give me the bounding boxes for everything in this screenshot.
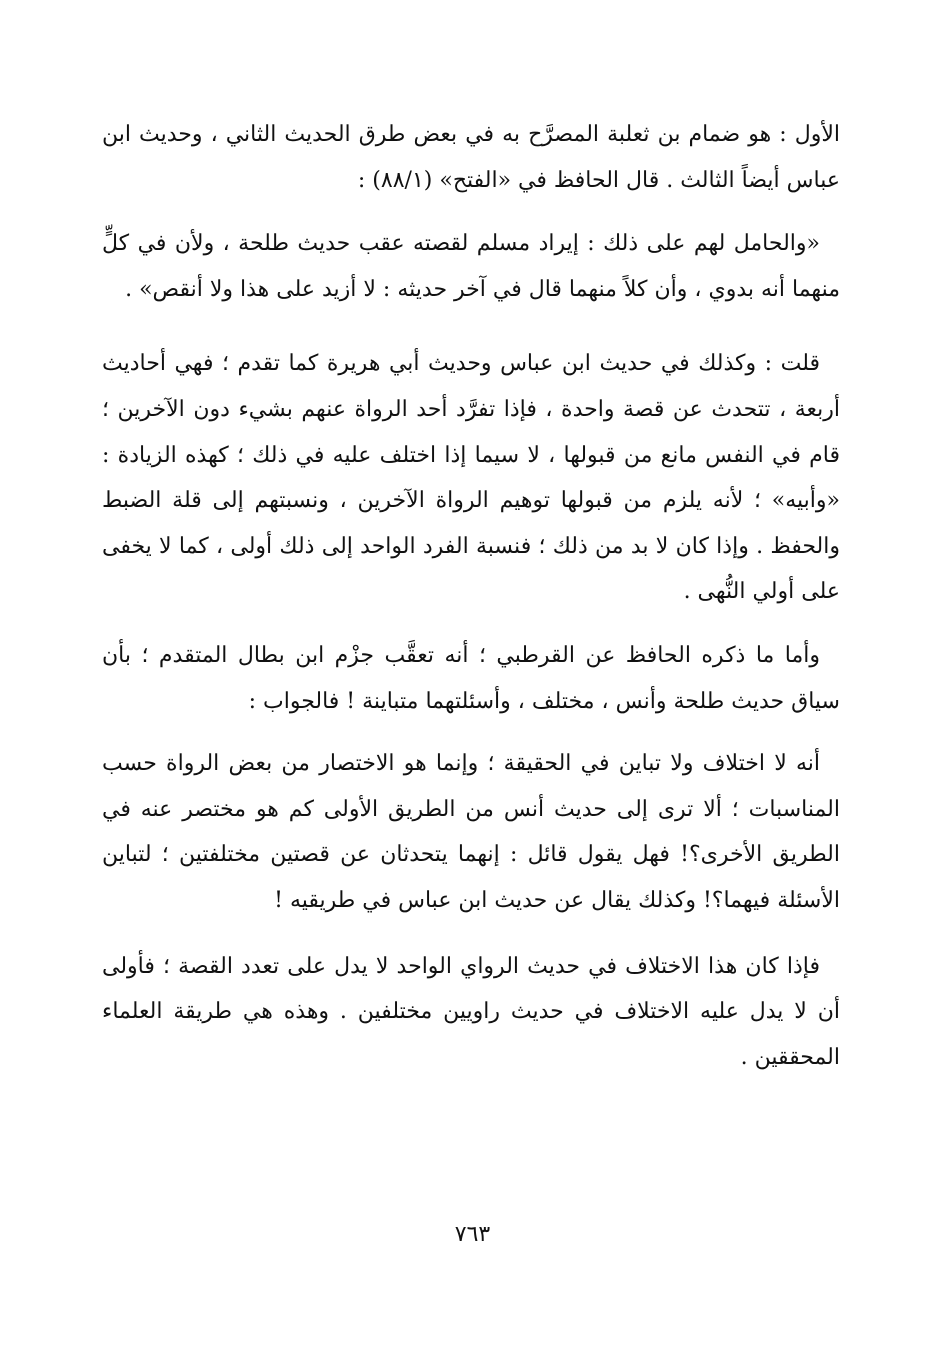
paragraph-first-narrator: الأول : هو ضمام بن ثعلبة المصرَّح به في بعض طرق الحديث الثاني ، وحديث ابن عباس أيضاً الثالث . قال الحافظ في «الفتح» (٨٨/١) : [102,122,840,193]
paragraph-fath-quote: «والحامل لهم على ذلك : إيراد مسلم لقصته عقب حديث طلحة ، ولأن في كلٍّ منهما أنه بدوي ، وأن كلاً منهما قال في آخر حديثه : لا أزيد على هذا ولا أنقص» . [102,231,840,302]
paragraph-answer: أنه لا اختلاف ولا تباين في الحقيقة ؛ وإنما هو الاختصار من بعض الرواة حسب المناسبات ؛ ألا ترى إلى حديث أنس من الطريق الأولى كم هو مختصر عنه في الطريق الأخرى؟! فهل يقول قائل : إنهما يتحدثان عن قصتين مختلفتين ؛ لتباين الأسئلة فيهما؟! وكذلك يقال عن حديث ابن عباس في طريقيه ! [102,751,840,913]
paragraph-conclusion: فإذا كان هذا الاختلاف في حديث الرواي الواحد لا يدل على تعدد القصة ؛ فأولى أن لا يدل عليه الاختلاف في حديث راويين مختلفين . وهذه هي طريقة العلماء المحققين . [102,953,840,1070]
paragraph-qurtubi-objection: وأما ما ذكره الحافظ عن القرطبي ؛ أنه تعقَّب جزْم ابن بطال المتقدم ؛ بأن سياق حديث طلحة وأنس ، مختلف ، وأسئلتهما متباينة ! فالجواب : [102,642,840,714]
paragraph-four-hadiths: قلت : وكذلك في حديث ابن عباس وحديث أبي هريرة كما تقدم ؛ فهي أحاديث أربعة ، تتحدث عن قصة واحدة ، فإذا تفرَّد أحد الرواة عنهم بشيء دون الآخرين ؛ قام في النفس مانع من قبولها ، لا سيما إذا اختلف عليه في ذلك ؛ كهذه الزيادة : «وأبيه» ؛ لأنه يلزم من قبولها توهيم الرواة الآخرين ، ونسبتهم إلى قلة الضبط والحفظ . وإذا كان لا بد من ذلك ؛ فنسبة الفرد الواحد إلى ذلك أولى ، كما لا يخفى على أولي النُّهى . [102,351,840,605]
page-number: ٧٦٣ [454,1222,491,1247]
page-body [102,112,840,1080]
